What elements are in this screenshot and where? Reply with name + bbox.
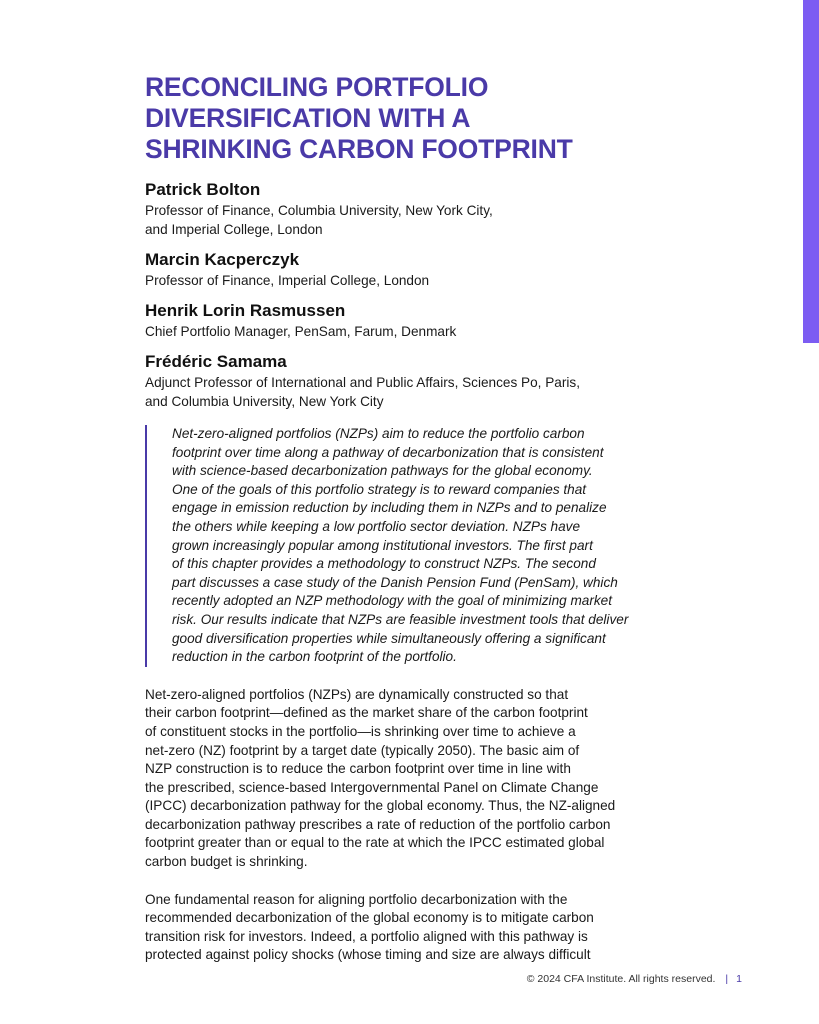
abstract-line: part discusses a case study of the Danish Pension Fund (PenSam), which (172, 574, 618, 590)
copyright-notice: © 2024 CFA Institute. All rights reserved. (526, 973, 716, 985)
paragraph-line: NZP construction is to reduce the carbon footprint over time in line with (145, 761, 571, 777)
title-line: SHRINKING CARBON FOOTPRINT (145, 134, 573, 164)
author-affiliation (145, 373, 675, 411)
title-line: DIVERSIFICATION WITH A (145, 103, 471, 133)
author-name: Henrik Lorin Rasmussen (145, 301, 346, 320)
abstract (145, 425, 675, 667)
affiliation-line: Adjunct Professor of International and Public Affairs, Sciences Po, Paris, (145, 375, 580, 390)
author-affiliation (145, 201, 675, 239)
body-paragraph (145, 891, 675, 965)
paragraph-line: (IPCC) decarbonization pathway for the global economy. Thus, the NZ-aligned (145, 798, 616, 814)
abstract-line: good diversification properties while simultaneously offering a significant (172, 630, 606, 646)
paragraph-line: the prescribed, science-based Intergovernmental Panel on Climate Change (145, 779, 599, 795)
author-name: Frédéric Samama (145, 352, 287, 371)
abstract-line: the others while keeping a low portfolio sector deviation. NZPs have (172, 518, 581, 534)
page-number: 1 (736, 973, 742, 985)
affiliation-line: and Columbia University, New York City (145, 394, 384, 409)
paragraph-line: transition risk for investors. Indeed, a portfolio aligned with this pathway is (145, 928, 588, 944)
abstract-line: risk. Our results indicate that NZPs are feasible investment tools that deliver (172, 611, 629, 627)
author-affiliation (145, 271, 675, 290)
affiliation-line: Professor of Finance, Imperial College, London (145, 273, 430, 288)
paragraph-line: Net-zero-aligned portfolios (NZPs) are dynamically constructed so that (145, 686, 569, 702)
author-block (145, 249, 675, 290)
abstract-line: footprint over time along a pathway of decarbonization that is consistent (172, 444, 604, 460)
abstract-line: Net-zero-aligned portfolios (NZPs) aim to reduce the portfolio carbon (172, 426, 585, 441)
abstract-line: engage in emission reduction by including them in NZPs and to penalize (172, 500, 607, 516)
author-block (145, 351, 675, 411)
paragraph-line: recommended decarbonization of the global economy is to mitigate carbon (145, 910, 594, 926)
abstract-line: recently adopted an NZP methodology with the goal of minimizing market (172, 593, 613, 609)
paragraph-line: footprint greater than or equal to the rate at which the IPCC estimated global (145, 835, 605, 851)
page-footer (527, 973, 742, 985)
affiliation-line: Chief Portfolio Manager, PenSam, Farum, Denmark (145, 324, 457, 339)
abstract-line: grown increasingly popular among institutional investors. The first part (172, 537, 593, 553)
paragraph-line: carbon budget is shrinking. (145, 854, 308, 870)
author-name: Patrick Bolton (145, 180, 261, 199)
paragraph-line: protected against policy shocks (whose timing and size are always difficult (145, 947, 591, 963)
abstract-line: reduction in the carbon footprint of the portfolio. (172, 649, 457, 665)
page-content (145, 72, 675, 965)
side-accent-tab (803, 0, 819, 343)
abstract-line: One of the goals of this portfolio strategy is to reward companies that (172, 481, 587, 497)
title-line: RECONCILING PORTFOLIO (145, 72, 489, 102)
paragraph-line: decarbonization pathway prescribes a rate of reduction of the portfolio carbon (145, 816, 611, 832)
paragraph-line: One fundamental reason for aligning portfolio decarbonization with the (145, 891, 568, 907)
author-block (145, 300, 675, 341)
paragraph-line: their carbon footprint—defined as the market share of the carbon footprint (145, 705, 588, 721)
chapter-title (145, 72, 675, 165)
body-paragraph (145, 686, 675, 872)
abstract-line: with science-based decarbonization pathways for the global economy. (172, 463, 593, 479)
affiliation-line: Professor of Finance, Columbia University, New York City, (145, 203, 493, 218)
abstract-line: of this chapter provides a methodology to construct NZPs. The second (172, 556, 596, 572)
paragraph-line: net-zero (NZ) footprint by a target date (typically 2050). The basic aim of (145, 742, 580, 758)
author-name: Marcin Kacperczyk (145, 250, 300, 269)
author-block (145, 179, 675, 239)
author-affiliation (145, 322, 675, 341)
affiliation-line: and Imperial College, London (145, 222, 323, 237)
paragraph-line: of constituent stocks in the portfolio—is shrinking over time to achieve a (145, 723, 576, 739)
footer-separator: | (725, 973, 729, 985)
